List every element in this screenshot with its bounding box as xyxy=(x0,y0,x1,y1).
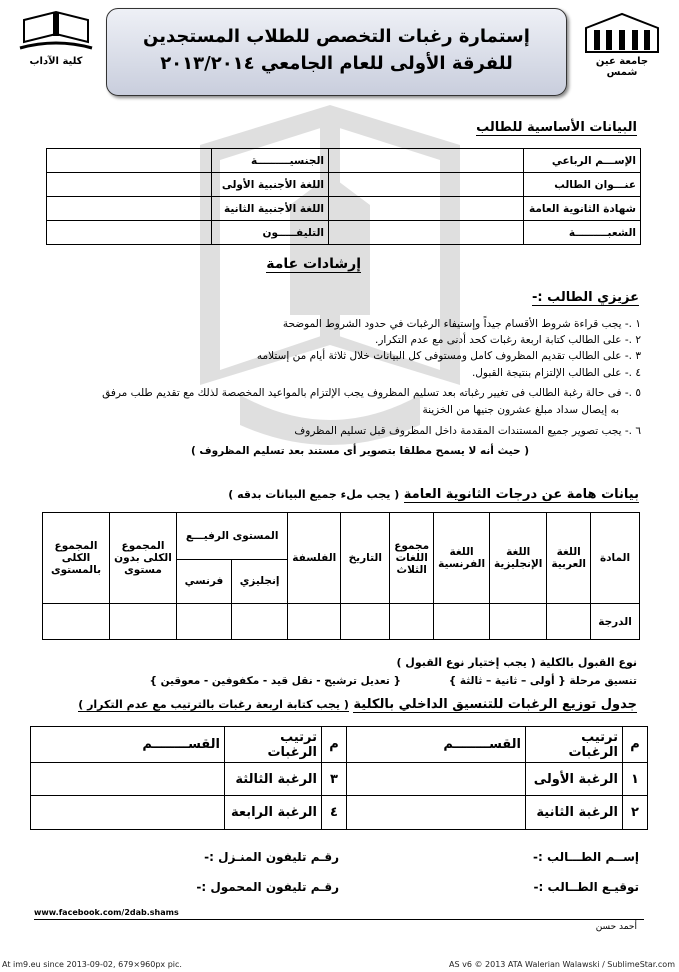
grades-table xyxy=(42,512,640,640)
pref-num-header: م xyxy=(322,727,347,763)
grades-total-no-level-header: المجموع الكلى بدون مستوى xyxy=(110,513,177,604)
pref-order: الرغبة الرابعة xyxy=(225,795,322,829)
footer-divider xyxy=(34,919,644,920)
grade-cell[interactable] xyxy=(434,604,490,640)
image-host-bar xyxy=(0,960,679,972)
basic-label-left: اللغة الأجنبية الثانية xyxy=(212,197,329,221)
pref-dept-cell[interactable] xyxy=(31,795,225,829)
guidance-item: ٥ .- فى حالة رغبة الطالب فى تغيير رغباته بعد تسليم المظروف يجب الإلتزام بالمواعيد المخصصة لذلك مع تقديم طلب مرفق xyxy=(102,387,641,399)
grade-cell[interactable] xyxy=(110,604,177,640)
basic-label-right: الشعبـــــــــة xyxy=(524,221,641,245)
guidance-item: ٣ .- على الطالب تقديم المظروف كامل ومستوفى كل البيانات خلال ثلاثة أيام من إستلامه xyxy=(256,350,641,362)
pref-dept-cell[interactable] xyxy=(347,795,526,829)
grade-cell[interactable] xyxy=(43,604,110,640)
basic-data-row xyxy=(47,197,641,221)
pref-num: ١ xyxy=(623,763,648,795)
facebook-link[interactable]: www.facebook.com/2dab.shams xyxy=(34,908,179,917)
basic-data-row xyxy=(47,149,641,173)
pref-row xyxy=(31,763,648,795)
basic-value-cell[interactable] xyxy=(329,197,524,221)
grade-cell[interactable] xyxy=(341,604,390,640)
pref-order: الرغبة الثالثة xyxy=(225,763,322,795)
student-signature-label: توقيـع الطــالب :- xyxy=(533,880,639,894)
basic-label-right: شهادة الثانوية العامة xyxy=(524,197,641,221)
basic-value-cell[interactable] xyxy=(47,221,212,245)
guidance-note: ( حيث أنه لا يسمح مطلقا بتصوير أى مستند بعد تسليم المظروف ) xyxy=(190,445,529,457)
basic-data-table xyxy=(46,148,641,245)
pref-dept-cell[interactable] xyxy=(31,763,225,795)
header-subtitle: للفرقة الأولى للعام الجامعي ٢٠١٣/٢٠١٤ xyxy=(160,53,513,74)
pref-row xyxy=(31,795,648,829)
pref-dept-cell[interactable] xyxy=(347,763,526,795)
pref-dept-header: القســــــــم xyxy=(347,727,526,763)
pref-num-header: م xyxy=(623,727,648,763)
preferences-title-note: ( يجب كتابة اربعة رغبات بالترتيب مع عدم التكرار ) xyxy=(78,698,349,711)
grade-cell[interactable] xyxy=(288,604,341,640)
host-credit: AS v6 © 2013 ATA Walerian Walawski / SublimeStar.com xyxy=(449,960,675,969)
grade-cell[interactable] xyxy=(490,604,547,640)
university-logo-caption: جامعة عين شمس xyxy=(595,56,649,78)
grades-arabic-header: اللغة العربية xyxy=(547,513,591,604)
basic-label-left: التليفـــــون xyxy=(212,221,329,245)
acceptance-other: { تعديل ترشيح - نقل قيد - مكفوفين - معوقين } xyxy=(149,675,401,687)
basic-value-cell[interactable] xyxy=(47,197,212,221)
grades-title: بيانات هامة عن درجات الثانوية العامة xyxy=(403,487,639,502)
basic-label-right: الإســـم الرباعي xyxy=(524,149,641,173)
grades-english-header: اللغة الإنجليزية xyxy=(490,513,547,604)
university-logo-icon xyxy=(580,8,664,58)
basic-data-title: البيانات الأساسية للطالب xyxy=(476,120,637,135)
grade-cell[interactable] xyxy=(177,604,232,640)
grades-adv-french-header: فرنسي xyxy=(177,559,232,603)
guidance-item: ١ .- يجب قراءة شروط الأقسام جيداً وإستيفاء الرغبات في حدود الشروط الموضحة xyxy=(282,318,641,330)
basic-data-row xyxy=(47,221,641,245)
basic-value-cell[interactable] xyxy=(329,221,524,245)
grades-french-header: اللغة الفرنسية xyxy=(434,513,490,604)
preferences-title-wrap xyxy=(78,697,637,712)
host-info: At im9.eu since 2013-09-02, 679×960px pic. xyxy=(2,960,182,969)
basic-label-left: الجنسيـــــــــة xyxy=(212,149,329,173)
grades-score-row xyxy=(43,604,640,640)
pref-num: ٤ xyxy=(322,795,347,829)
acceptance-phase: تنسيق مرحلة { أولى – ثانية – ثالثة } xyxy=(448,675,637,687)
grades-history-header: التاريخ xyxy=(341,513,390,604)
grades-title-note: ( يجب ملء جميع البيانات بدقه ) xyxy=(228,488,400,501)
pref-num: ٢ xyxy=(623,795,648,829)
guidance-greeting: عزيزي الطالب :- xyxy=(531,290,639,305)
basic-value-cell[interactable] xyxy=(329,149,524,173)
guidance-item: به إيصال سداد مبلغ عشرون جنيها من الخزينة xyxy=(422,404,619,416)
pref-order-header: ترتيب الرغبات xyxy=(526,727,623,763)
basic-data-row xyxy=(47,173,641,197)
guidance-item: ٢ .- على الطالب كتابة اربعة رغبات كحد أدنى مع عدم التكرار. xyxy=(375,334,641,346)
acceptance-title: نوع القبول بالكلية ( يجب إختيار نوع القبول ) xyxy=(396,656,637,669)
grades-row-label: الدرجة xyxy=(591,604,640,640)
grades-title-wrap xyxy=(228,487,639,502)
guidance-item: ٤ .- على الطالب الإلتزام بنتيجة القبول. xyxy=(471,367,641,379)
pref-order: الرغبة الأولى xyxy=(526,763,623,795)
guidance-item: ٦ .- يجب تصوير جميع المستندات المقدمة داخل المظروف قبل تسليم المظروف xyxy=(294,425,641,437)
home-phone-label: رقـم تليفون المنـزل :- xyxy=(204,850,339,864)
basic-label-left: اللغة الأجنبية الأولى xyxy=(212,173,329,197)
grades-subject-header: المادة xyxy=(591,513,640,604)
pref-num: ٣ xyxy=(322,763,347,795)
basic-value-cell[interactable] xyxy=(47,149,212,173)
preferences-table xyxy=(30,726,648,830)
grades-advanced-header: المستوى الرفيـــع xyxy=(177,513,288,560)
pref-order: الرغبة الثانية xyxy=(526,795,623,829)
grade-cell[interactable] xyxy=(231,604,287,640)
signature-text: أحمد حسن xyxy=(595,922,637,932)
faculty-logo-caption: كلية الآداب xyxy=(29,56,83,67)
grades-philosophy-header: الفلسفة xyxy=(288,513,341,604)
basic-label-right: عنـــوان الطالب xyxy=(524,173,641,197)
basic-value-cell[interactable] xyxy=(329,173,524,197)
grades-adv-english-header: إنجليزي xyxy=(231,559,287,603)
basic-value-cell[interactable] xyxy=(47,173,212,197)
grade-cell[interactable] xyxy=(547,604,591,640)
guidance-title: إرشادات عامة xyxy=(266,256,361,272)
student-name-label: إســم الطـــالب :- xyxy=(533,850,639,864)
mobile-phone-label: رقـم تليفون المحمول :- xyxy=(196,880,339,894)
faculty-logo-icon xyxy=(16,8,96,56)
header-title: إستمارة رغبات التخصص للطلاب المستجدين xyxy=(143,26,530,47)
grades-total-with-level-header: المجموع الكلى بالمستوى xyxy=(43,513,110,604)
form-header xyxy=(106,8,567,96)
grades-languages-total-header: مجموع اللغات الثلاث xyxy=(390,513,434,604)
pref-order-header: ترتيب الرغبات xyxy=(225,727,322,763)
pref-dept-header: القســــــــم xyxy=(31,727,225,763)
grade-cell[interactable] xyxy=(390,604,434,640)
preferences-title: جدول توزيع الرغبات للتنسيق الداخلي بالكلية xyxy=(353,697,637,712)
